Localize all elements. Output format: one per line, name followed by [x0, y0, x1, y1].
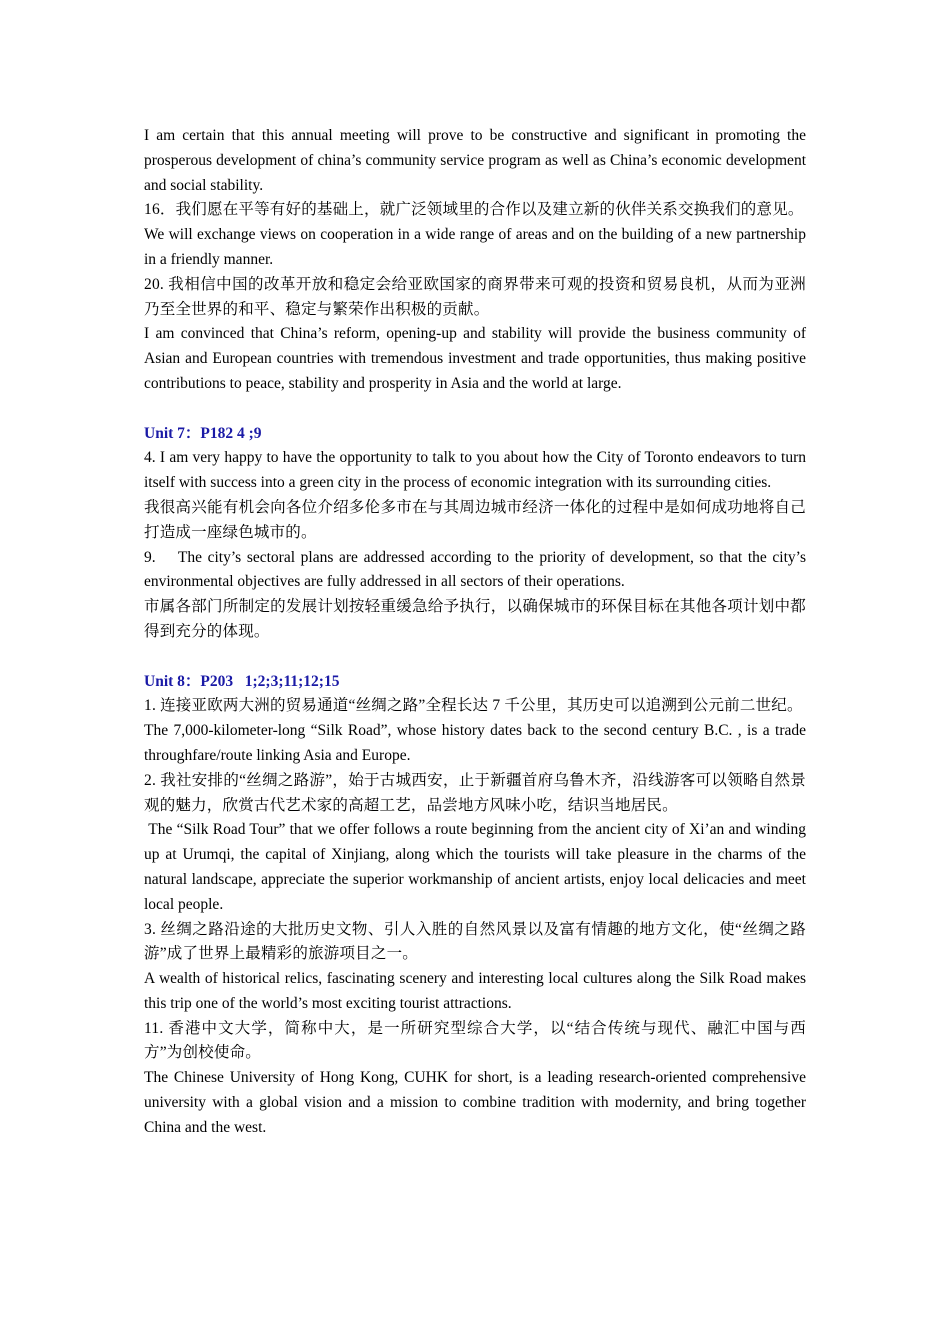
paragraph-zh: 3. 丝绸之路沿途的大批历史文物、引人入胜的自然风景以及富有情趣的地方文化，使“丝绸之路游”成了世界上最精彩的旅游项目之一。: [144, 920, 806, 963]
paragraph-en: We will exchange views on cooperation in a wide range of areas and on the building of a new partnership in a friendly manner.: [144, 226, 806, 268]
blank-line: [144, 645, 806, 670]
paragraph-zh: 20. 我相信中国的改革开放和稳定会给亚欧国家的商界带来可观的投资和贸易良机，从而为亚洲乃至全世界的和平、稳定与繁荣作出积极的贡献。: [144, 275, 806, 318]
paragraph-en: The 7,000-kilometer-long “Silk Road”, whose history dates back to the second century B.C. , is a trade throughfare/route linking Asia and Europe.: [144, 722, 806, 764]
paragraph-zh: 11. 香港中文大学，简称中大，是一所研究型综合大学，以“结合传统与现代、融汇中国与西方”为创校使命。: [144, 1019, 806, 1062]
paragraph-en: 4. I am very happy to have the opportunity to talk to you about how the City of Toronto endeavors to turn itself with success into a green city in the process of economic integration with its surrounding cities.: [144, 449, 806, 492]
paragraph-zh: 16．我们愿在平等有好的基础上，就广泛领域里的合作以及建立新的伙伴关系交换我们的意见。: [144, 201, 804, 219]
paragraph-en: The “Silk Road Tour” that we offer follows a route beginning from the ancient city of Xi’an and winding up at Urumqi, the capital of Xinjiang, along which the tourists will take pleasure in the charms of the natural landscape, appreciate the superior workmanship of ancient artists, enjoy local delicacies and meet local people.: [144, 821, 810, 913]
unit-7-heading: Unit 7：P182 4 ;9: [144, 424, 262, 442]
unit-8-heading: Unit 8：P203 1;2;3;11;12;15: [144, 672, 340, 690]
paragraph-en: A wealth of historical relics, fascinating scenery and interesting local cultures along the Silk Road makes this trip one of the world’s most exciting tourist attractions.: [144, 970, 806, 1012]
paragraph-en: I am certain that this annual meeting will prove to be constructive and significant in promoting the prosperous development of china’s community service program as well as China’s economic development and social stability.: [144, 127, 806, 194]
paragraph-en: The Chinese University of Hong Kong, CUHK for short, is a leading research-oriented comprehensive university with a global vision and a mission to combine tradition with modernity, and bring together China and the west.: [144, 1069, 806, 1136]
paragraph-zh: 我很高兴能有机会向各位介绍多伦多市在与其周边城市经济一体化的过程中是如何成功地将自己打造成一座绿色城市的。: [144, 498, 806, 541]
paragraph-en: I am convinced that China’s reform, opening-up and stability will provide the business community of Asian and European countries with tremendous investment and trade opportunities, thus making positive contributions to peace, stability and prosperity in Asia and the world at large.: [144, 325, 806, 392]
paragraph-zh: 1. 连接亚欧两大洲的贸易通道“丝绸之路”全程长达 7 千公里，其历史可以追溯到公元前二世纪。: [144, 697, 803, 715]
blank-line: [144, 397, 806, 422]
paragraph-zh: 市属各部门所制定的发展计划按轻重缓急给予执行，以确保城市的环保目标在其他各项计划中都得到充分的体现。: [144, 598, 806, 640]
paragraph-zh: 2. 我社安排的“丝绸之路游”，始于古城西安，止于新疆首府乌鲁木齐，沿线游客可以领略自然景观的魅力，欣赏古代艺术家的高超工艺，品尝地方风味小吃，结识当地居民。: [144, 771, 806, 814]
paragraph-en: 9. The city’s sectoral plans are addressed according to the priority of development, so that the city’s environmental objectives are fully addressed in all sectors of their operations.: [144, 548, 810, 591]
document-page: [144, 124, 810, 1141]
